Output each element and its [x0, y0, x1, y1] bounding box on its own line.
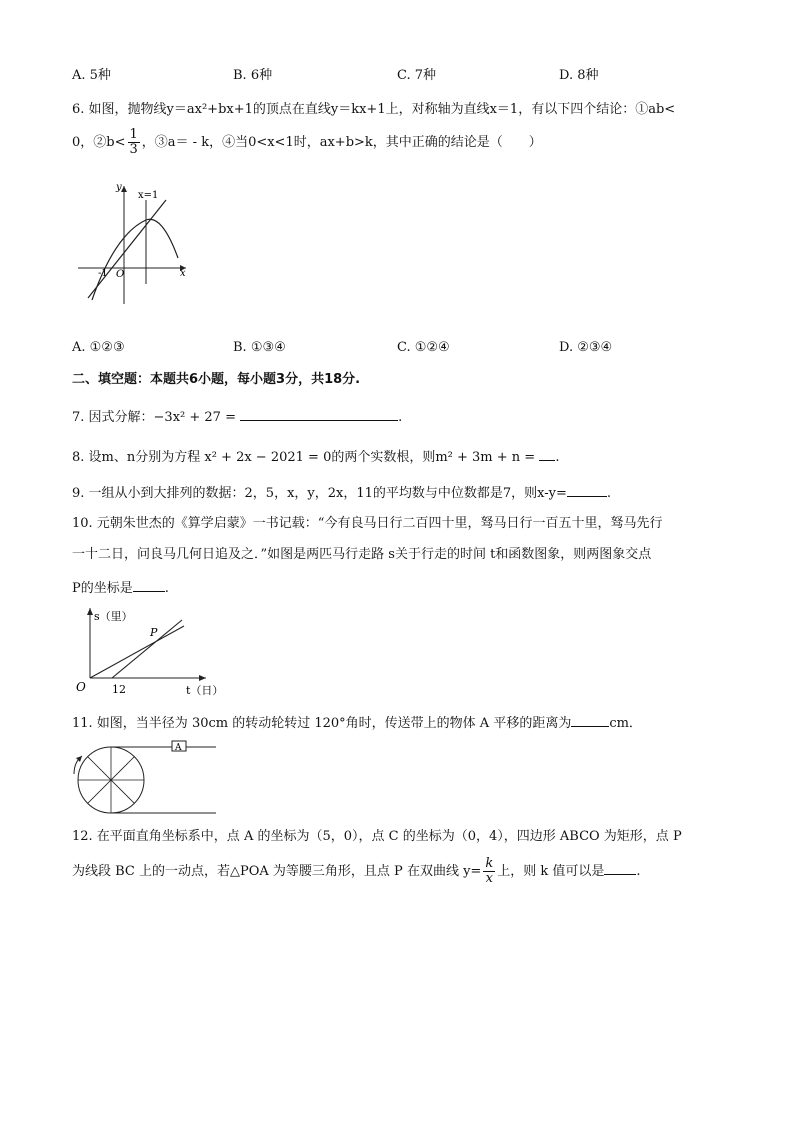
q6-option-d: D. ②③④ [559, 340, 613, 355]
q10-end: . [164, 581, 169, 596]
q8 [72, 447, 559, 467]
q8-answer-blank[interactable] [539, 447, 555, 461]
q12-frac-num: k [485, 856, 494, 871]
q6-graph-neg1-label: -1 [98, 268, 108, 279]
q6-graph-origin-label: O [116, 269, 125, 280]
q10-graph-t-label: t（日） [186, 684, 224, 697]
q11-answer-blank[interactable] [571, 713, 609, 727]
q11-text: 11. 如图，当半径为 30cm 的转动轮转过 120°角时，传送带上的物体 A 平移的距离为 [72, 716, 572, 731]
q11-object-a-label: A [175, 743, 182, 753]
q6-option-c: C. ①②④ [397, 340, 450, 355]
q10-graph-p-label: P [150, 626, 158, 639]
q6-graph-x-label: x [180, 268, 186, 279]
q8-end: . [555, 450, 560, 465]
q6-graph-axis-label: x=1 [138, 190, 159, 201]
q10-line1: 10. 元朝朱世杰的《算学启蒙》一书记载：“今有良马日行二百四十里，驽马日行一百五十里，驽马先行 [72, 516, 663, 531]
q10-graph-12-label: 12 [112, 683, 126, 696]
q12-line2 [72, 857, 641, 887]
q6-line1: 6. 如图，抛物线y＝ax²+bx+1的顶点在直线y＝kx+1上，对称轴为直线x＝1，有以下四个结论：①ab< [72, 102, 676, 117]
q6-frac-num: 1 [129, 127, 138, 142]
q9-end: . [606, 486, 612, 501]
q6-parabola-graph [72, 176, 192, 316]
q11-conveyor-figure [66, 740, 226, 816]
q12-line2-start: 为线段 BC 上的一动点，若△POA 为等腰三角形，且点 P 在双曲线 y= [72, 864, 482, 879]
q9 [72, 483, 611, 503]
q9-text: 9. 一组从小到大排列的数据：2，5，x，y，2x，11的平均数与中位数都是7，则x-y= [72, 486, 567, 501]
q10-line3-text: P的坐标是 [72, 581, 133, 596]
q6-line2 [72, 128, 542, 158]
q7-answer-blank[interactable] [240, 407, 398, 421]
section-heading: 二、填空题：本题共6小题，每小题3分，共18分. [72, 372, 361, 387]
q6-option-b: B. ①③④ [233, 340, 286, 355]
q7-end: . [398, 410, 403, 425]
q12-line1: 12. 在平面直角坐标系中，点 A 的坐标为（5，0），点 C 的坐标为（0，4），四边形 ABCO 为矩形，点 P [72, 829, 682, 844]
q10-distance-time-graph [72, 604, 232, 700]
q5-option-b: B. 6种 [233, 68, 273, 83]
q8-text: 8. 设m、n分别为方程 x² + 2x − 2021 = 0的两个实数根，则m² + 3m + n = [72, 450, 536, 465]
q12-line2-mid: 上，则 k 值可以是 [497, 864, 605, 879]
q10-line2: 一十二日，问良马几何日追及之．”如图是两匹马行走路 s关于行走的时间 t和函数图象，则两图象交点 [72, 547, 652, 562]
q7 [72, 407, 402, 427]
q6-fraction [128, 128, 140, 157]
q6-graph-y-label: y [116, 182, 122, 193]
q7-text: 7. 因式分解：−3x² + 27 = [72, 410, 236, 425]
q6-line2-start: 0，②b< [72, 135, 126, 150]
q12-frac-den: x [485, 871, 493, 886]
q11-end: cm． [609, 716, 642, 731]
q10-answer-blank[interactable] [133, 578, 165, 592]
q11 [72, 713, 642, 733]
q10-line3 [72, 578, 169, 598]
q5-option-a: A. 5种 [72, 68, 111, 83]
q6-frac-den: 3 [129, 142, 138, 157]
q5-option-c: C. 7种 [397, 68, 437, 83]
q9-answer-blank[interactable] [567, 483, 607, 497]
q12-answer-blank[interactable] [604, 861, 636, 875]
q5-option-d: D. 8种 [559, 68, 599, 83]
q10-graph-s-label: s（里） [94, 610, 133, 623]
q12-end: . [636, 864, 641, 879]
q10-graph-origin-label: O [76, 680, 86, 694]
q6-line2-end: ，③a＝ - k，④当0<x<1时，ax+b>k，其中正确的结论是（ ） [141, 135, 542, 150]
q12-fraction [483, 857, 495, 886]
q6-option-a: A. ①②③ [72, 340, 125, 355]
